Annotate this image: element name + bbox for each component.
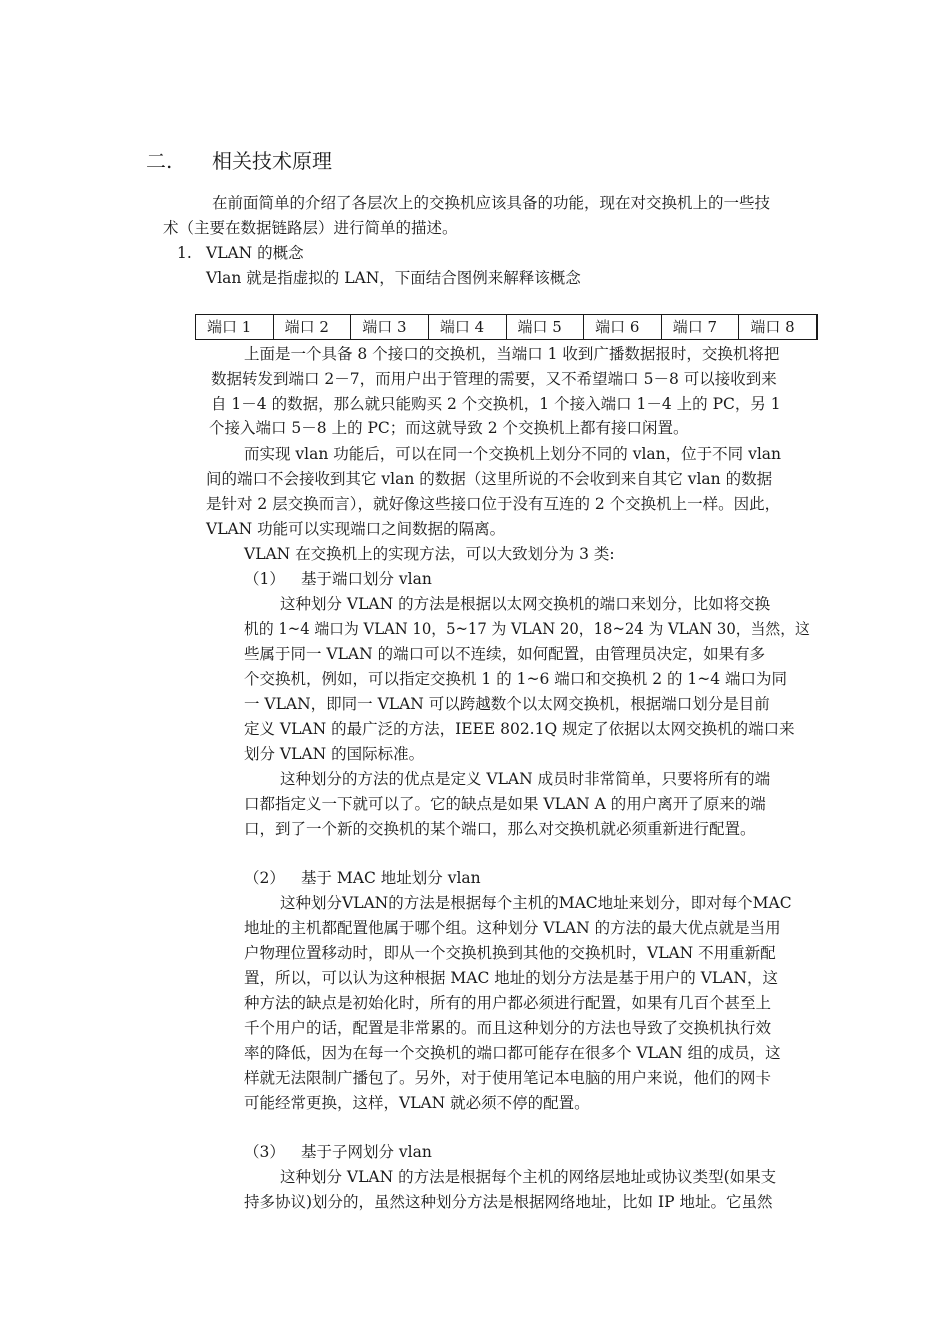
paragraph-line: 个交换机，例如，可以指定交换机 1 的 1~6 端口和交换机 2 的 1~4 端口为同: [244, 670, 788, 688]
paragraph-line: 这种划分 VLAN 的方法是根据每个主机的网络层地址或协议类型(如果支: [280, 1168, 777, 1186]
subsection-number: 1.: [177, 244, 192, 262]
paragraph-line: 千个用户的话，配置是非常累的。而且这种划分的方法也导致了交换机执行效: [244, 1019, 772, 1037]
paragraph-line: 数据转发到端口 2－7，而用户出于管理的需要，又不希望端口 5－8 可以接收到来: [211, 370, 777, 388]
method-number: （3）: [244, 1143, 285, 1161]
method-number: （2）: [244, 869, 285, 887]
method-title: 基于子网划分 vlan: [301, 1143, 432, 1161]
port-cell: 端口 2: [274, 315, 352, 339]
paragraph-line: 口，到了一个新的交换机的某个端口，那么对交换机就必须重新进行配置。: [244, 820, 756, 838]
intro-line: 在前面简单的介绍了各层次上的交换机应该具备的功能，现在对交换机上的一些技: [212, 194, 771, 212]
paragraph-line: 户物理位置移动时，即从一个交换机换到其他的交换机时，VLAN 不用重新配: [244, 944, 776, 962]
vlan-intro: Vlan 就是指虚拟的 LAN，下面结合图例来解释该概念: [206, 269, 581, 287]
paragraph-line: 率的降低，因为在每一个交换机的端口都可能存在很多个 VLAN 组的成员，这: [244, 1044, 781, 1062]
paragraph-line: 种方法的缺点是初始化时，所有的用户都必须进行配置，如果有几百个甚至上: [244, 994, 772, 1012]
paragraph-line: 划分 VLAN 的国际标准。: [244, 745, 425, 763]
paragraph-line: 地址的主机都配置他属于哪个组。这种划分 VLAN 的方法的最大优点就是当用: [244, 919, 781, 937]
paragraph-line: 定义 VLAN 的最广泛的方法，IEEE 802.1Q 规定了依据以太网交换机的端口来: [244, 720, 795, 738]
paragraph-line: 自 1－4 的数据，那么就只能购买 2 个交换机，1 个接入端口 1－4 上的 PC，另 1: [211, 395, 781, 413]
paragraph-line: 些属于同一 VLAN 的端口可以不连续，如何配置，由管理员决定，如果有多: [244, 645, 766, 663]
paragraph-line: 口都指定义一下就可以了。它的缺点是如果 VLAN A 的用户离开了原来的端: [244, 795, 766, 813]
method-title: 基于 MAC 地址划分 vlan: [301, 869, 481, 887]
port-cell: 端口 3: [351, 315, 429, 339]
paragraph-line: 持多协议)划分的，虽然这种划分方法是根据网络地址，比如 IP 地址。它虽然: [244, 1193, 773, 1211]
section-number: 二.: [146, 149, 173, 173]
paragraph-line: VLAN 功能可以实现端口之间数据的隔离。: [206, 520, 506, 538]
port-cell: 端口 6: [584, 315, 662, 339]
paragraph-line: 样就无法限制广播包了。另外，对于使用笔记本电脑的用户来说，他们的网卡: [244, 1069, 772, 1087]
method-number: （1）: [244, 570, 285, 588]
section-title: 相关技术原理: [212, 149, 332, 173]
paragraph-line: 一 VLAN，即同一 VLAN 可以跨越数个以太网交换机，根据端口划分是目前: [244, 695, 770, 713]
port-cell: 端口 8: [750, 318, 795, 336]
paragraph-line: 个接入端口 5－8 上的 PC；而这就导致 2 个交换机上都有接口闲置。: [209, 419, 689, 437]
port-cell: 端口 1: [196, 315, 274, 339]
intro-line: 术（主要在数据链路层）进行简单的描述。: [163, 219, 458, 237]
paragraph-line: 可能经常更换，这样，VLAN 就必须不停的配置。: [244, 1094, 590, 1112]
switch-port-table: [195, 314, 818, 340]
paragraph-line: 置，所以，可以认为这种根据 MAC 地址的划分方法是基于用户的 VLAN，这: [244, 969, 778, 987]
paragraph-line: 这种划分VLAN的方法是根据每个主机的MAC地址来划分，即对每个MAC: [280, 894, 792, 912]
paragraph-line: 而实现 vlan 功能后，可以在同一个交换机上划分不同的 vlan，位于不同 vlan: [244, 445, 782, 463]
subsection-title: VLAN 的概念: [206, 244, 304, 262]
port-cell: 端口 4: [429, 315, 507, 339]
method-title: 基于端口划分 vlan: [301, 570, 432, 588]
port-cell: 端口 5: [507, 315, 585, 339]
paragraph-line: 间的端口不会接收到其它 vlan 的数据（这里所说的不会收到来自其它 vlan 的数据: [206, 470, 773, 488]
port-cell: 端口 7: [662, 315, 740, 339]
methods-intro: VLAN 在交换机上的实现方法，可以大致划分为 3 类:: [244, 545, 615, 563]
paragraph-line: 是针对 2 层交换而言），就好像这些接口位于没有互连的 2 个交换机上一样。因此，: [206, 495, 781, 513]
paragraph-line: 这种划分的方法的优点是定义 VLAN 成员时非常简单，只要将所有的端: [280, 770, 771, 788]
paragraph-line: 上面是一个具备 8 个接口的交换机，当端口 1 收到广播数据报时，交换机将把: [244, 345, 780, 363]
paragraph-line: 机的 1~4 端口为 VLAN 10，5~17 为 VLAN 20，18~24 为 VLAN 30，当然，这: [244, 620, 810, 638]
paragraph-line: 这种划分 VLAN 的方法是根据以太网交换机的端口来划分，比如将交换: [280, 595, 771, 613]
